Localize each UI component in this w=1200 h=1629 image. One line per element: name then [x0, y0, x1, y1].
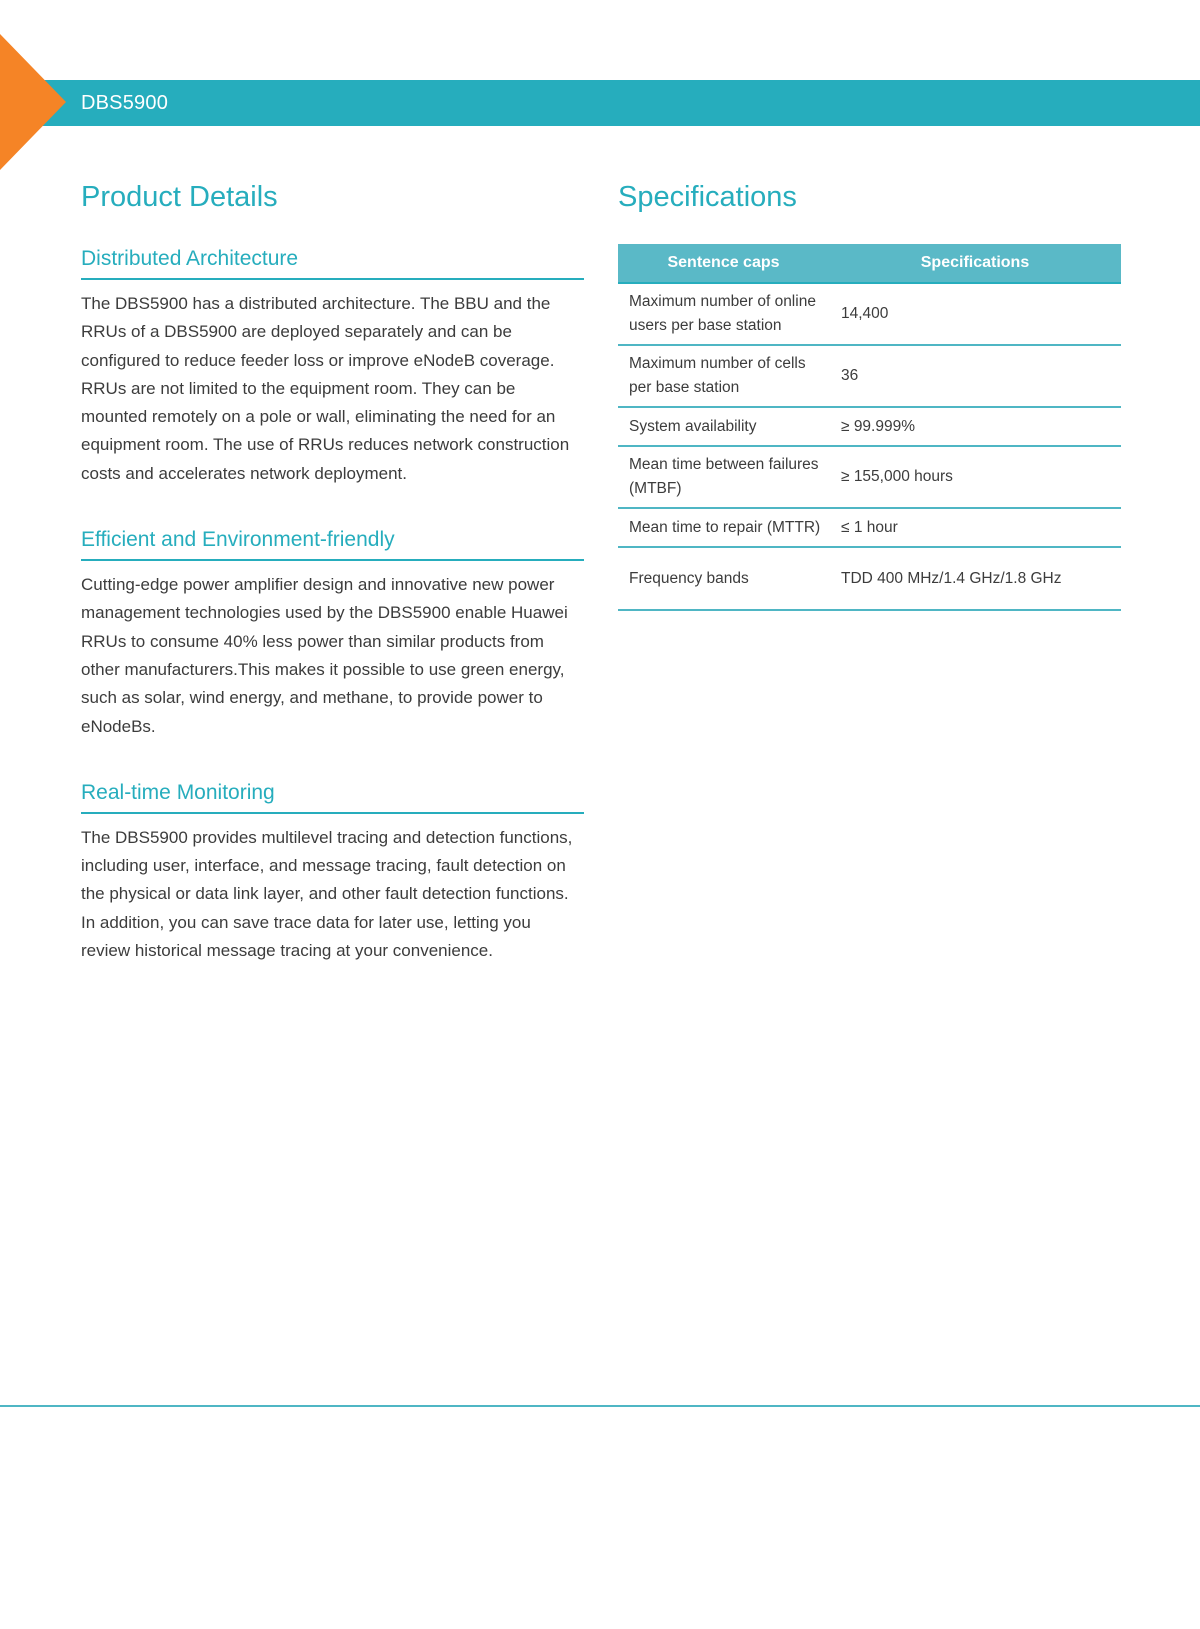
specifications-column	[618, 178, 1121, 611]
section-real-time-monitoring	[81, 778, 584, 965]
section-heading: Distributed Architecture	[81, 244, 584, 280]
column-header: Specifications	[829, 244, 1121, 283]
specifications-table	[618, 244, 1121, 611]
spec-name: Frequency bands	[618, 547, 829, 610]
spec-name: Maximum number of cells per base station	[618, 345, 829, 407]
spec-name: Mean time between failures (MTBF)	[618, 446, 829, 508]
spec-value: TDD 400 MHz/1.4 GHz/1.8 GHz	[829, 547, 1121, 610]
header-bar	[0, 80, 1200, 126]
table-row	[618, 283, 1121, 345]
section-body: The DBS5900 has a distributed architecture. The BBU and the RRUs of a DBS5900 are deployed separately and can be configured to reduce feeder loss or improve eNodeB coverage. RRUs are not limited to the equipment room. They can be mounted remotely on a pole or wall, eliminating the need for an equipment room. The use of RRUs reduces network construction costs and accelerates network deployment.	[81, 294, 570, 483]
section-distributed-architecture	[81, 244, 584, 488]
table-header-row	[618, 244, 1121, 283]
header-title: DBS5900	[81, 92, 169, 114]
table-row	[618, 547, 1121, 610]
spec-name: System availability	[618, 407, 829, 446]
section-efficient-environment-friendly	[81, 525, 584, 741]
product-details-title: Product Details	[81, 181, 278, 213]
specifications-title: Specifications	[618, 181, 797, 213]
footer-divider	[0, 1405, 1200, 1407]
section-body: Cutting-edge power amplifier design and innovative new power management technologies used by the DBS5900 enable Huawei RRUs to consume 40% less power than similar products from other manufacturers.This makes it possible to use green energy, such as solar, wind energy, and methane, to provide power to eNodeBs.	[81, 575, 568, 736]
orange-arrow-icon	[0, 34, 66, 170]
spec-value: 14,400	[829, 283, 1121, 345]
column-header: Sentence caps	[618, 244, 829, 283]
spec-name: Mean time to repair (MTTR)	[618, 508, 829, 547]
spec-value: ≥ 99.999%	[829, 407, 1121, 446]
spec-value: ≥ 155,000 hours	[829, 446, 1121, 508]
section-body: The DBS5900 provides multilevel tracing and detection functions, including user, interface, and message tracing, fault detection on the physical or data link layer, and other fault detection functions. In addition, you can save trace data for later use, letting you review historical message tracing at your convenience.	[81, 827, 573, 961]
table-row	[618, 508, 1121, 547]
spec-value: 36	[829, 345, 1121, 407]
spec-name: Maximum number of online users per base station	[618, 283, 829, 345]
table-row	[618, 446, 1121, 508]
section-heading: Efficient and Environment-friendly	[81, 525, 584, 561]
table-row	[618, 345, 1121, 407]
spec-value: ≤ 1 hour	[829, 508, 1121, 547]
section-heading: Real-time Monitoring	[81, 778, 584, 814]
product-details-column	[81, 178, 584, 965]
table-row	[618, 407, 1121, 446]
